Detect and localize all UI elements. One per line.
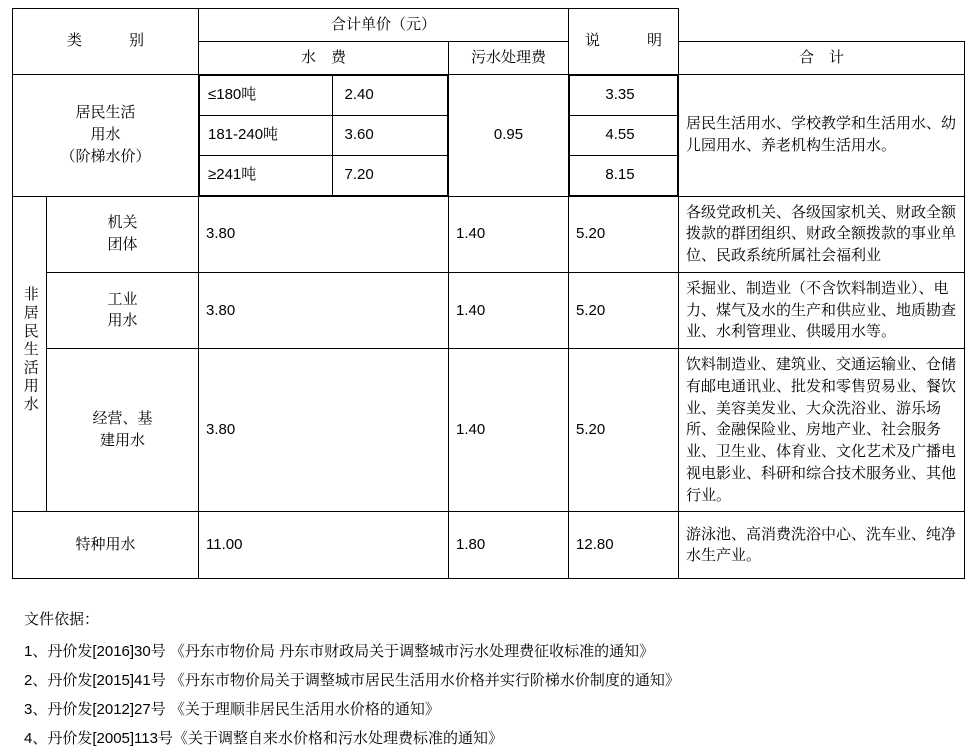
industrial-sewage-fee: 1.40 <box>449 272 569 348</box>
ladder-tier-3: ≥241吨 <box>200 155 333 195</box>
ladder-row-3 <box>200 155 448 195</box>
residential-ladder-water-fee <box>199 74 449 196</box>
industrial-water-fee: 3.80 <box>199 272 449 348</box>
ladder-price-3: 7.20 <box>332 155 447 195</box>
ladder-total-1: 3.35 <box>570 75 678 115</box>
commercial-description: 饮料制造业、建筑业、交通运输业、仓储有邮电通讯业、批发和零售贸易业、餐饮业、美容美发业、大众洗浴业、游乐场所、金融保险业、房地产业、社会服务业、卫生业、体育业、文化艺术及广播电视电影业、科研和综合技术服务业、其他行业。 <box>679 349 965 512</box>
subrow-label-commercial <box>47 349 199 512</box>
special-description: 游泳池、高消费洗浴中心、洗车业、纯净水生产业。 <box>679 512 965 579</box>
ladder-row-1 <box>200 75 448 115</box>
note-item-4: 4、丹价发[2005]113号《关于调整自来水价格和污水处理费标准的通知》 <box>24 730 503 748</box>
table-row-commercial <box>13 349 965 512</box>
row-label-residential-line1: 居民生活 <box>75 104 136 122</box>
row-label-residential-line3: （阶梯水价） <box>60 147 151 165</box>
ladder-price-1: 2.40 <box>332 75 447 115</box>
special-total: 12.80 <box>569 512 679 579</box>
table-row-industrial <box>13 272 965 348</box>
note-item-3: 3、丹价发[2012]27号 《关于理顺非居民生活用水价格的通知》 <box>24 701 440 718</box>
row-label-residential-line2: 用水 <box>90 126 121 144</box>
notes-section <box>12 605 964 753</box>
subrow-label-government <box>47 196 199 272</box>
subrow-label-government-line1: 机关 <box>107 214 138 232</box>
row-label-special: 特种用水 <box>13 512 199 579</box>
ladder-total-table <box>569 75 678 196</box>
industrial-description: 采掘业、制造业（不含饮料制造业）、电力、煤气及水的生产和供应业、地质勘查业、水利管理业、供暖用水等。 <box>679 272 965 348</box>
ladder-tier-2: 181-240吨 <box>200 115 333 155</box>
ladder-total-row-3 <box>570 155 678 195</box>
government-sewage-fee: 1.40 <box>449 196 569 272</box>
ladder-row-2 <box>200 115 448 155</box>
table-row-special <box>13 512 965 579</box>
row-label-non-residential <box>13 196 47 512</box>
ladder-total-2: 4.55 <box>570 115 678 155</box>
subrow-label-industrial-line2: 用水 <box>107 312 138 330</box>
commercial-total: 5.20 <box>569 349 679 512</box>
ladder-total-3: 8.15 <box>570 155 678 195</box>
header-description: 说 明 <box>569 9 679 75</box>
header-water-fee: 水 费 <box>199 41 449 74</box>
commercial-sewage-fee: 1.40 <box>449 349 569 512</box>
subrow-label-industrial-line1: 工业 <box>107 290 138 308</box>
subrow-label-government-line2: 团体 <box>107 236 138 254</box>
industrial-total: 5.20 <box>569 272 679 348</box>
table-row-residential <box>13 74 965 196</box>
row-label-residential <box>13 74 199 196</box>
ladder-tier-1: ≤180吨 <box>200 75 333 115</box>
government-water-fee: 3.80 <box>199 196 449 272</box>
ladder-total-row-2 <box>570 115 678 155</box>
water-price-table <box>12 8 965 579</box>
header-category: 类 别 <box>13 9 199 75</box>
residential-sewage-fee: 0.95 <box>449 74 569 196</box>
government-total: 5.20 <box>569 196 679 272</box>
government-description: 各级党政机关、各级国家机关、财政全额拨款的群团组织、财政全额拨款的事业单位、民政系统所属社会福利业 <box>679 196 965 272</box>
ladder-price-2: 3.60 <box>332 115 447 155</box>
subrow-label-commercial-line1: 经营、基 <box>92 410 153 428</box>
table-header-row-1 <box>13 9 965 42</box>
note-item-2: 2、丹价发[2015]41号 《丹东市物价局关于调整城市居民生活用水价格并实行阶梯水价制度的通知》 <box>24 671 680 689</box>
header-sewage-fee: 污水处理费 <box>449 41 569 74</box>
commercial-water-fee: 3.80 <box>199 349 449 512</box>
table-row-government <box>13 196 965 272</box>
special-water-fee: 11.00 <box>199 512 449 579</box>
special-sewage-fee: 1.80 <box>449 512 569 579</box>
header-total-unit-price: 合计单价（元） <box>199 9 569 42</box>
residential-total-column <box>569 74 679 196</box>
ladder-total-row-1 <box>570 75 678 115</box>
ladder-water-fee-table <box>199 75 448 196</box>
note-item-1: 1、丹价发[2016]30号 《丹东市物价局 丹东市财政局关于调整城市污水处理费征收标准的通知》 <box>24 642 655 660</box>
header-total: 合 计 <box>679 41 965 74</box>
row-label-non-residential-text: 非居民生活用水 <box>21 286 39 415</box>
subrow-label-industrial <box>47 272 199 348</box>
residential-description: 居民生活用水、学校教学和生活用水、幼儿园用水、养老机构生活用水。 <box>679 74 965 196</box>
notes-title: 文件依据： <box>24 611 100 629</box>
subrow-label-commercial-line2: 建用水 <box>99 432 145 450</box>
